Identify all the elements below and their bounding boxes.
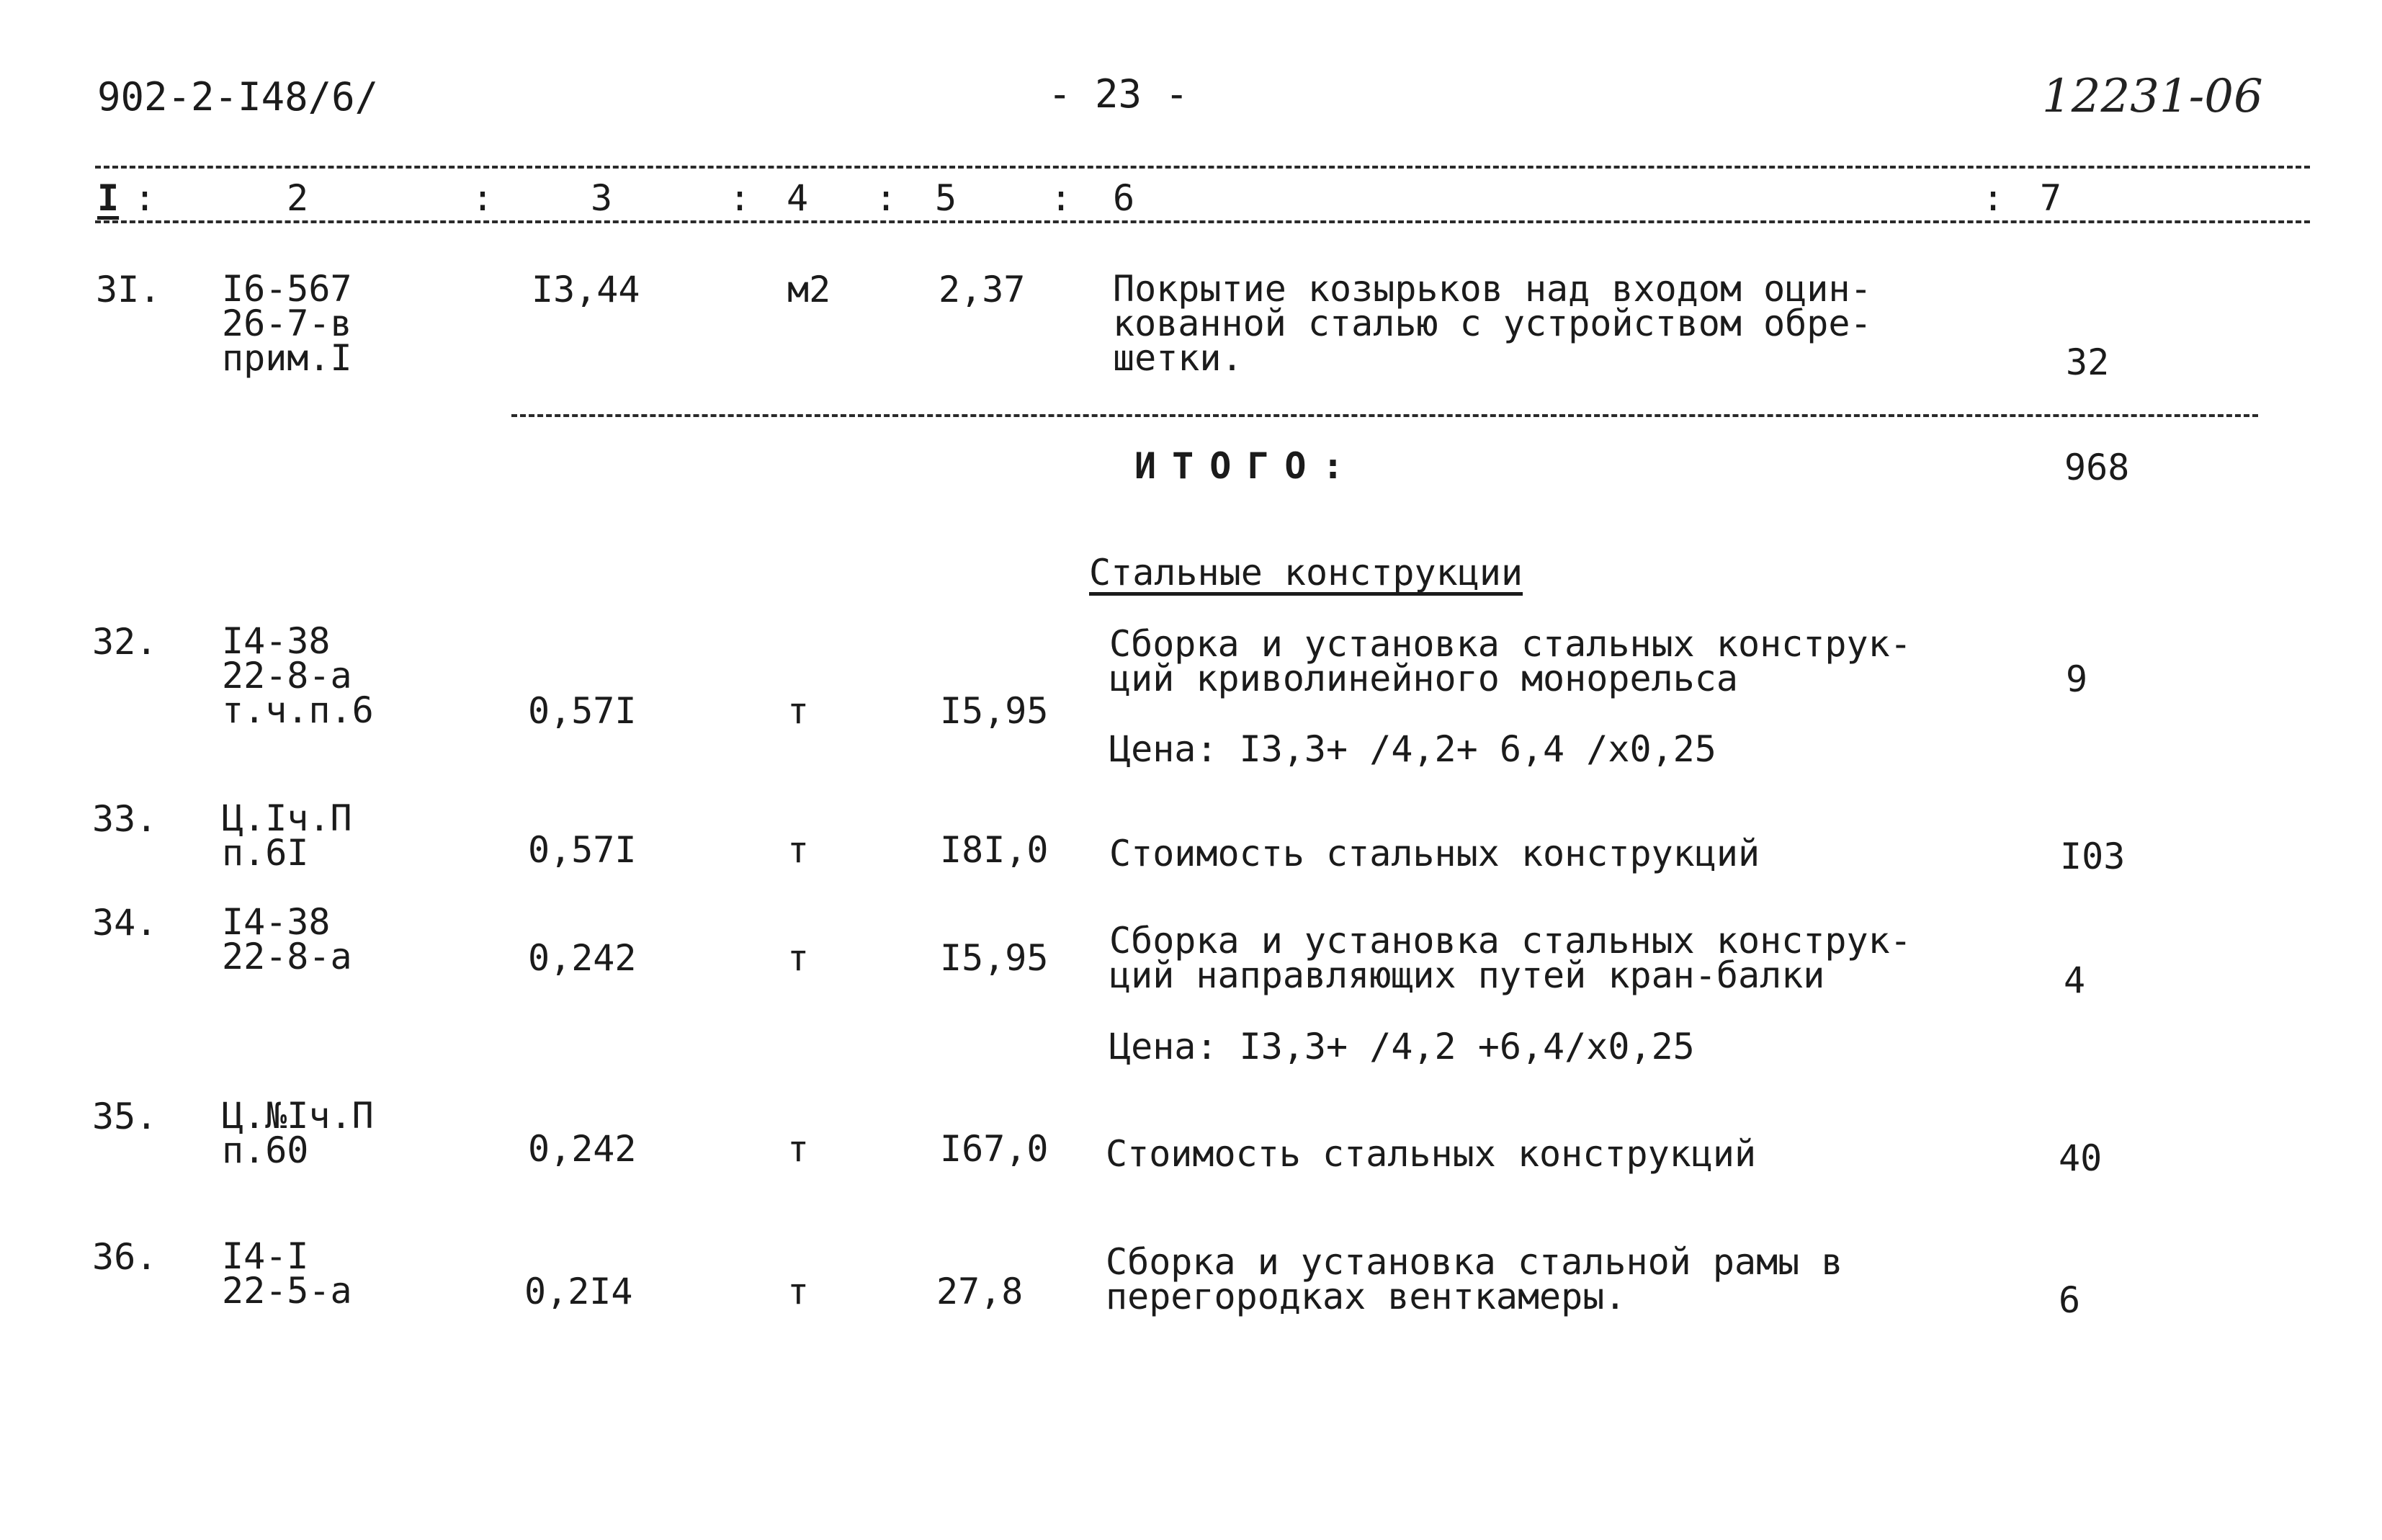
row-total: 4	[2064, 959, 2086, 1001]
unit-price: 27,8	[936, 1271, 1024, 1312]
description-line: Сборка и установка стальных конструк-	[1109, 623, 1912, 665]
column-separator: :	[729, 177, 751, 219]
itogo-total: 968	[2064, 447, 2130, 488]
quantity: 0,57I	[528, 829, 637, 871]
column-header-3: 3	[591, 177, 613, 219]
work-description	[1109, 920, 1912, 996]
row-number: 32.	[92, 621, 158, 663]
unit: т	[787, 829, 810, 871]
work-description	[1109, 623, 1912, 699]
header-rule-bottom	[95, 220, 2310, 223]
description-line: ций криволинейного монорельса	[1109, 658, 1738, 699]
unit-price: I8I,0	[940, 829, 1049, 871]
norm-code-line: п.6I	[222, 832, 309, 874]
row-total: 6	[2059, 1279, 2081, 1321]
norm-code-line: I6-567	[222, 268, 352, 310]
itogo-label: ИТОГО:	[1134, 445, 1360, 487]
quantity: 0,242	[528, 1128, 637, 1170]
norm-code-line: 22-8-а	[222, 655, 352, 697]
description-line: Сборка и установка стальных конструк-	[1109, 920, 1912, 962]
quantity: 0,242	[528, 937, 637, 979]
work-description	[1113, 268, 1872, 379]
unit-price: I67,0	[940, 1128, 1049, 1170]
norm-code-line: I4-38	[222, 620, 331, 662]
description-line: перегородках венткамеры.	[1106, 1276, 1626, 1317]
quantity: 0,57I	[528, 690, 637, 732]
row-number: 33.	[92, 798, 158, 840]
work-description: Стоимость стальных конструкций	[1109, 833, 1760, 874]
norm-code-line: т.ч.п.6	[222, 689, 374, 731]
price-formula: Цена: I3,3+ /4,2+ 6,4 /х0,25	[1109, 728, 1716, 770]
row-total: I03	[2060, 836, 2126, 877]
unit-price: I5,95	[940, 690, 1049, 732]
norm-code	[222, 1095, 374, 1171]
archive-number-handwritten: 12231-06	[2042, 70, 2263, 123]
column-separator: :	[875, 177, 897, 219]
row-number: 3I.	[96, 269, 161, 310]
norm-code	[222, 268, 352, 379]
unit-price: 2,37	[939, 269, 1026, 310]
norm-code	[222, 620, 374, 731]
unit: т	[787, 1128, 810, 1170]
row-total: 32	[2066, 341, 2110, 383]
unit: т	[787, 1271, 810, 1312]
work-description	[1106, 1241, 1843, 1317]
description-line: кованной сталью с устройством обре-	[1113, 303, 1872, 344]
column-header-5: 5	[935, 177, 957, 219]
quantity: I3,44	[532, 269, 640, 310]
unit: т	[787, 937, 810, 979]
description-line: шетки.	[1113, 337, 1243, 379]
norm-code-line: прим.I	[222, 337, 352, 379]
norm-code-line: Ц.Iч.П	[222, 797, 352, 839]
work-description: Стоимость стальных конструкций	[1106, 1133, 1757, 1175]
norm-code-line: I4-I	[222, 1235, 309, 1277]
page-number: - 23 -	[1048, 71, 1189, 117]
row-number: 35.	[92, 1096, 158, 1137]
row-total: 9	[2066, 658, 2088, 700]
quantity: 0,2I4	[524, 1271, 633, 1312]
description-line: ций направляющих путей кран-балки	[1109, 954, 1825, 996]
unit: м2	[787, 269, 831, 310]
column-separator: :	[472, 177, 494, 219]
norm-code	[222, 1235, 352, 1312]
row-total: 40	[2059, 1137, 2103, 1179]
column-header-2: 2	[287, 177, 309, 219]
unit-price: I5,95	[940, 937, 1049, 979]
description-line: Покрытие козырьков над входом оцин-	[1113, 268, 1872, 310]
norm-code	[222, 797, 352, 874]
column-separator: :	[134, 177, 156, 219]
subtotal-rule	[511, 414, 2258, 417]
column-header-1: I	[97, 177, 120, 219]
unit: т	[787, 690, 810, 732]
norm-code-line: I4-38	[222, 901, 331, 943]
norm-code-line: 22-8-а	[222, 936, 352, 977]
column-separator: :	[1982, 177, 2005, 219]
norm-code-line: 22-5-а	[222, 1270, 352, 1312]
description-line: Сборка и установка стальной рамы в	[1106, 1241, 1843, 1283]
norm-code-line: 26-7-в	[222, 303, 352, 344]
column-separator: :	[1050, 177, 1073, 219]
norm-code	[222, 901, 352, 977]
section-title: Стальные конструкции	[1089, 552, 1523, 594]
row-number: 34.	[92, 902, 158, 944]
price-formula: Цена: I3,3+ /4,2 +6,4/х0,25	[1109, 1026, 1695, 1067]
row-number: 36.	[92, 1236, 158, 1278]
column-header-6: 6	[1113, 177, 1135, 219]
document-code: 902-2-I48/6/	[97, 74, 379, 120]
column-header-7: 7	[2040, 177, 2062, 219]
norm-code-line: Ц.№Iч.П	[222, 1095, 374, 1137]
norm-code-line: п.60	[222, 1129, 309, 1171]
column-header-4: 4	[787, 177, 809, 219]
header-rule-top	[95, 166, 2310, 169]
